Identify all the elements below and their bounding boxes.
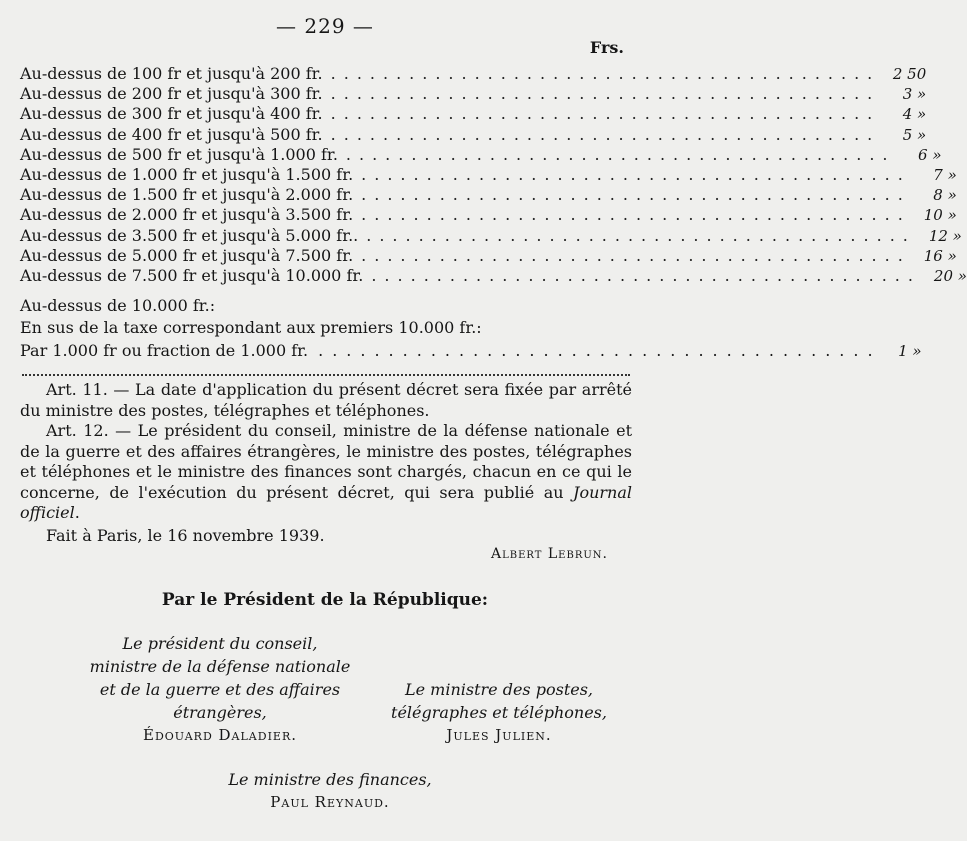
tariff-label: Au-dessus de 300 fr et jusqu'à 400 fr. (20, 104, 323, 124)
signatory-postes-minister (368, 678, 630, 747)
page-number: — 229 — (276, 14, 374, 38)
dot-leader: .......................................... (366, 225, 916, 245)
tariff-row (20, 144, 942, 165)
signatory-prime-minister (60, 632, 380, 747)
dot-leader: .......................................... (371, 265, 921, 285)
tariff-label: Au-dessus de 100 fr et jusqu'à 200 fr. (20, 64, 323, 83)
tariff-label: Au-dessus de 2.000 fr et jusqu'à 3.500 fr. (20, 205, 354, 225)
tariff-price: 5 » (902, 125, 927, 144)
tariff-label: Au-dessus de 200 fr et jusqu'à 300 fr. (20, 84, 323, 104)
per-fraction-label: Par 1.000 fr ou fraction de 1.000 fr. (20, 341, 309, 360)
tariff-row (20, 205, 957, 225)
articles-section (20, 380, 632, 524)
tariff-price: 3 » (902, 85, 927, 104)
supplement-line: En sus de la taxe correspondant aux premiers 10.000 fr.: (20, 318, 482, 337)
done-at-line: Fait à Paris, le 16 novembre 1939. (46, 526, 325, 545)
tariff-row (20, 245, 957, 266)
dot-leader: .......................................... (361, 185, 911, 205)
article-12-heading: Art. 12. (46, 421, 109, 440)
per-fraction-price: 1 » (898, 342, 922, 360)
tariff-row (20, 185, 957, 205)
article-11-heading: Art. 11. (46, 380, 108, 399)
tariff-label: Au-dessus de 1.000 fr et jusqu'à 1.500 fr. (20, 164, 354, 184)
tariff-label: Au-dessus de 500 fr et jusqu'à 1.000 fr. (20, 144, 338, 164)
signatory-role-line: Le ministre des postes, (404, 680, 594, 699)
tariff-row (20, 104, 927, 124)
tariff-row (20, 164, 957, 185)
dot-leader: .......................................... (345, 144, 896, 164)
tariff-price: 12 » (928, 226, 962, 245)
dot-leader: .......................................... (330, 84, 881, 104)
article-11 (20, 380, 632, 421)
tariff-row (20, 124, 927, 145)
signatory-role-line: Le président du conseil, (122, 634, 318, 653)
tariff-label: Au-dessus de 5.000 fr et jusqu'à 7.500 fr. (20, 245, 354, 265)
signatory-name: Jules Julien. (446, 726, 552, 744)
article-11-text: — La date d'application du présent décret sera fixée par arrêté du ministre des postes, télégraphes et téléphones. (20, 380, 633, 420)
tariff-price: 20 » (933, 266, 967, 285)
article-12-text: — Le président du conseil, ministre de la défense nationale et de la guerre et des affaires étrangères, le ministre des postes, télégraphes et téléphones et le ministre des finances sont chargés, chacun en ce qui le concerne, de l'exécution du présent décret, qui sera publié au (20, 421, 633, 502)
dot-leader: .......................................... (330, 64, 881, 83)
tariff-row (20, 265, 967, 286)
tariff-table (20, 64, 967, 286)
per-fraction-row (20, 341, 922, 360)
article-12 (20, 421, 632, 524)
tariff-price: 7 » (933, 165, 957, 184)
dot-leader: ........................................ (318, 341, 882, 360)
tariff-row (20, 225, 962, 246)
president-signature: Albert Lebrun. (491, 546, 608, 562)
tariff-price: 6 » (918, 145, 942, 164)
signatory-role-line: et de la guerre et des affaires (99, 680, 341, 699)
signatory-role-line: étrangères, (173, 703, 267, 722)
journal-officiel: Journal officiel (20, 482, 632, 522)
tariff-label: Au-dessus de 7.500 fr et jusqu'à 10.000 fr. (20, 265, 364, 285)
dot-leader: .......................................... (361, 245, 911, 265)
signatory-role-line: télégraphes et téléphones, (391, 703, 607, 722)
dot-leader: .......................................... (330, 104, 881, 124)
tariff-price: 2 50 (892, 65, 927, 83)
signatory-finance-minister (180, 768, 480, 814)
tariff-label: Au-dessus de 1.500 fr et jusqu'à 2.000 fr. (20, 185, 354, 205)
tariff-row (20, 84, 927, 104)
tariff-label: Au-dessus de 400 fr et jusqu'à 500 fr. (20, 124, 323, 144)
article-12-end: . (74, 503, 80, 522)
signatory-name: Paul Reynaud. (270, 793, 390, 811)
dot-leader: .......................................... (361, 205, 911, 225)
signatory-role-line: Le ministre des finances, (228, 770, 432, 789)
signatory-name: Édouard Daladier. (143, 726, 297, 744)
by-president-heading: Par le Président de la République: (161, 590, 489, 610)
tariff-price: 16 » (923, 246, 957, 265)
dotted-divider (22, 374, 630, 376)
tariff-price: 8 » (933, 186, 957, 205)
over-10000-line: Au-dessus de 10.000 fr.: (20, 296, 216, 315)
currency-header: Frs. (589, 38, 624, 57)
dot-leader: .......................................... (330, 124, 881, 144)
dot-leader: .......................................... (361, 164, 911, 184)
signatory-role-line: ministre de la défense nationale (89, 657, 351, 676)
tariff-label: Au-dessus de 3.500 fr et jusqu'à 5.000 fr.. (20, 225, 359, 245)
tariff-price: 4 » (902, 105, 927, 124)
tariff-row (20, 64, 927, 84)
tariff-price: 10 » (923, 206, 957, 225)
